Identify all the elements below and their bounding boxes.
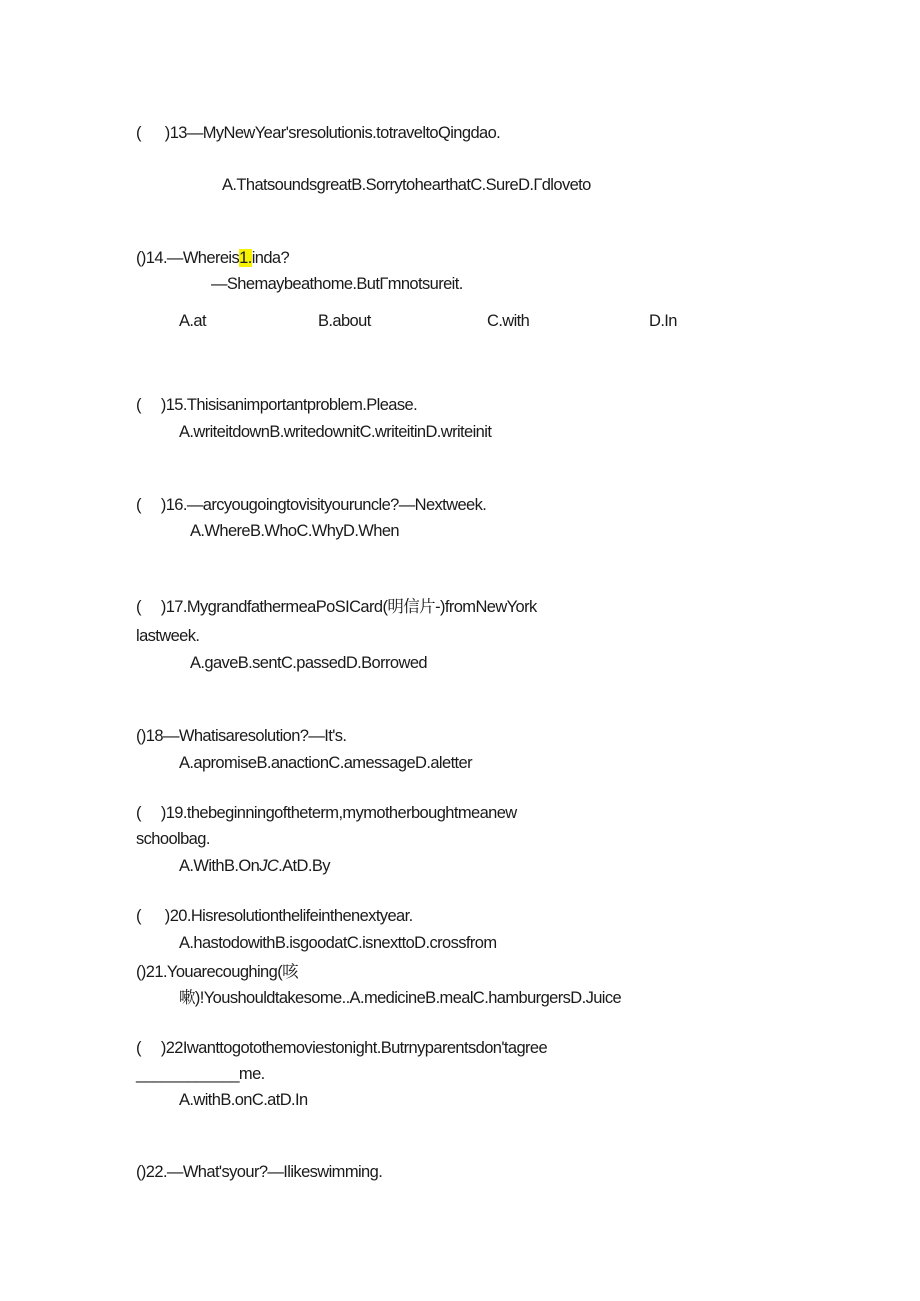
- q15-stem: ( )15.Thisisanimportantproblem.Please.: [136, 396, 418, 414]
- q19-options-italic: JC: [259, 857, 279, 875]
- q14-stem-before: ()14.—Whereis: [136, 249, 240, 267]
- q22a-options: A.withB.onC.atD.In: [179, 1091, 308, 1109]
- q22a-stem: ( )22Iwanttogotothemoviestonight.Butrnyparentsdon'tagree: [136, 1039, 548, 1057]
- q17-options: A.gaveB.sentC.passedD.Borrowed: [190, 654, 427, 672]
- q16-stem: ( )16.—arcyougoingtovisityouruncle?—Nextweek.: [136, 496, 487, 514]
- q21-stem-cont: 嗽)!Youshouldtakesome..A.medicineB.mealC.hamburgersD.Juice: [179, 989, 622, 1007]
- q20-options: A.hastodowithB.isgoodatC.isnexttoD.crossfrom: [179, 934, 497, 952]
- q14-option-b: B.about: [318, 312, 371, 330]
- q22a-stem-cont: ____________me.: [136, 1065, 265, 1083]
- q13-stem: ( )13—MyNewYear'sresolutionis.totraveltoQingdao.: [136, 124, 501, 142]
- q14-option-d: D.In: [649, 312, 677, 330]
- q14-option-c: C.with: [487, 312, 530, 330]
- q16-options: A.WhereB.WhoC.WhyD.When: [190, 522, 400, 540]
- q18-stem: ()18—Whatisaresolution?—It's.: [136, 727, 347, 745]
- q19-options-before: A.WithB.On: [179, 857, 260, 875]
- q19-options: [179, 856, 330, 876]
- q19-stem-cont: schoolbag.: [136, 830, 210, 848]
- q20-stem: ( )20.Hisresolutionthelifeinthenextyear.: [136, 907, 413, 925]
- q13-options: A.ThatsoundsgreatB.SorrytohearthatC.SureD.Гdloveto: [222, 176, 591, 194]
- q14-highlight: 1.: [239, 249, 252, 267]
- q14-stem: [136, 248, 289, 268]
- q22b-stem: ()22.—What'syour?—Ilikeswimming.: [136, 1163, 383, 1181]
- q15-options: A.writeitdownB.writedownitC.writeitinD.writeinit: [179, 423, 492, 441]
- q14-option-a: A.at: [179, 312, 206, 330]
- q19-options-after: .AtD.By: [278, 857, 330, 875]
- q17-stem: ( )17.MygrandfathermeaPoSICard(明信片-)fromNewYork: [136, 598, 537, 616]
- q17-stem-cont: lastweek.: [136, 627, 200, 645]
- q18-options: A.apromiseB.anactionC.amessageD.aletter: [179, 754, 473, 772]
- q21-stem: ()21.Youarecoughing(咳: [136, 963, 298, 981]
- q14-stem-after: inda?: [251, 249, 290, 267]
- q14-answer-line: —Shemaybeathome.ButГmnotsureit.: [211, 275, 463, 293]
- q19-stem: ( )19.thebeginningoftheterm,mymotherboughtmeanew: [136, 804, 517, 822]
